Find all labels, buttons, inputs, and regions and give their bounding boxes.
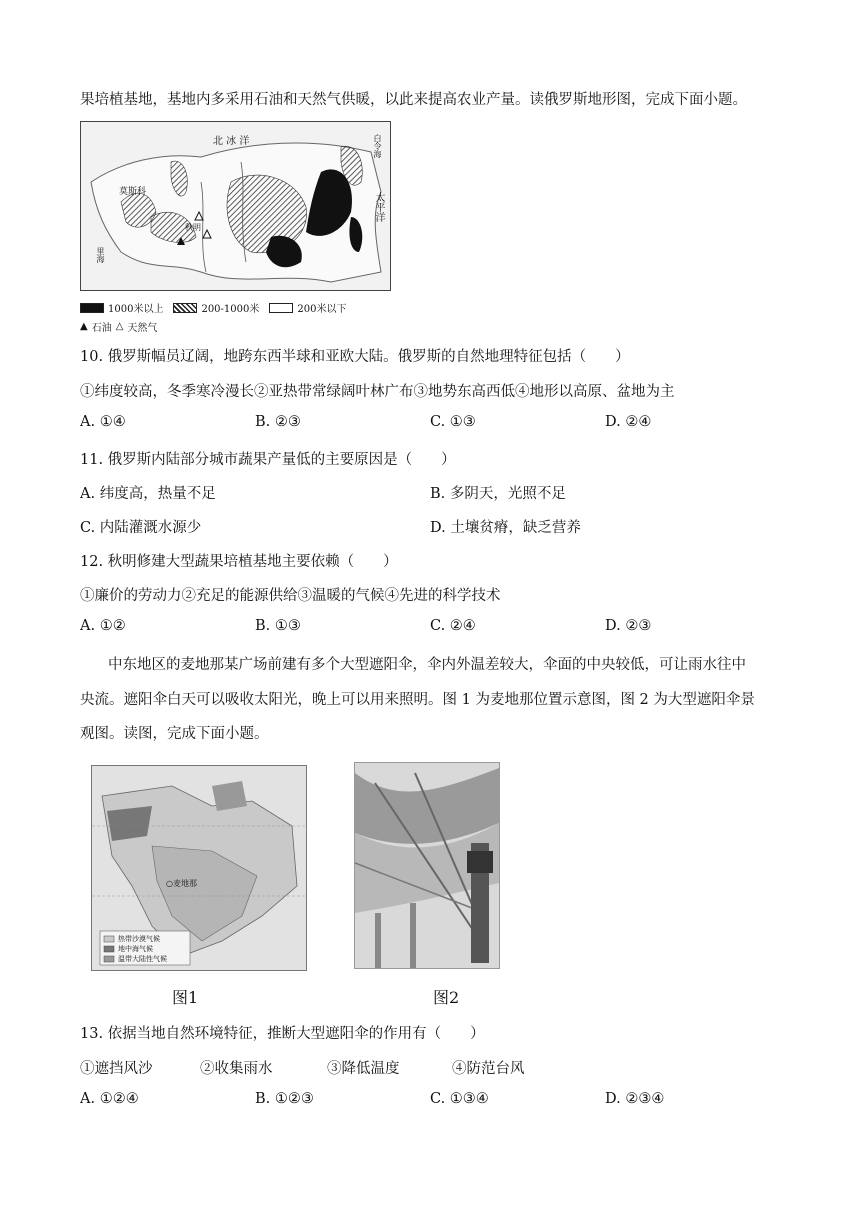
medina-label: ○麦地那 [166,879,197,888]
q13-statement-3: ③降低温度 [327,1061,400,1077]
q11-stem: 11. 俄罗斯内陆部分城市蔬果产量低的主要原因是（ ） [80,452,456,468]
fig1-legend-2: 地中海气候 [118,945,153,953]
legend-mid: 200-1000米 [201,304,260,315]
russia-map-legend [80,300,346,315]
legend-above1000: 1000米以上 [108,304,164,315]
q10-option-a[interactable]: A. ①④ [80,414,126,430]
q12-option-d[interactable]: D. ②③ [605,618,652,634]
q13-option-b[interactable]: B. ①②③ [255,1091,314,1107]
passage2-line1: 中东地区的麦地那某广场前建有多个大型遮阳伞，伞内外温差较大，伞面的中央较低，可让雨水往中 [108,657,746,673]
passage2-line3: 观图。读图，完成下面小题。 [80,726,269,742]
label-bering: 白令海 [373,134,382,158]
q13-option-c[interactable]: C. ①③④ [430,1091,489,1107]
label-qiuming: 秋明 [185,223,201,232]
gas-icon: △ [115,321,124,332]
q10-stem: 10. 俄罗斯幅员辽阔，地跨东西半球和亚欧大陆。俄罗斯的自然地理特征包括（ ） [80,349,630,365]
q13-stem: 13. 依据当地自然环境特征，推断大型遮阳伞的作用有（ ） [80,1026,485,1042]
q12-option-a[interactable]: A. ①② [80,618,126,634]
q11-option-b[interactable]: B. 多阴天，光照不足 [430,486,566,502]
label-arctic: 北 冰 洋 [213,136,250,147]
q13-option-a[interactable]: A. ①②④ [80,1091,139,1107]
intro-text: 果培植基地，基地内多采用石油和天然气供暖，以此来提高农业产量。读俄罗斯地形图，完成下面小题。 [80,92,747,108]
swatch-above1000 [80,303,104,313]
q13-statement-2: ②收集雨水 [200,1061,273,1077]
label-caspian: 里海 [96,247,105,263]
russia-terrain-map [80,121,391,291]
q10-option-c[interactable]: C. ①③ [430,414,476,430]
q10-option-b[interactable]: B. ②③ [255,414,301,430]
q12-stem: 12. 秋明修建大型蔬果培植基地主要依赖（ ） [80,554,398,570]
russia-map-graphic [81,122,390,290]
oil-icon: ▲ [80,321,88,332]
q12-option-c[interactable]: C. ②④ [430,618,476,634]
legend-oil: 石油 [91,323,112,334]
q13-statement-4: ④防范台风 [452,1061,525,1077]
fig1-caption: 图1 [172,988,199,1007]
medina-location-map [91,765,307,971]
passage2-line2: 央流。遮阳伞白天可以吸收太阳光，晚上可以用来照明。图 1 为麦地那位置示意图，图 2 为大型遮阳伞景 [80,692,755,708]
resource-legend [80,319,157,334]
umbrella-photo [354,762,500,969]
q11-option-d[interactable]: D. 土壤贫瘠，缺乏营养 [430,520,581,536]
q12-option-b[interactable]: B. ①③ [255,618,301,634]
legend-gas: 天然气 [127,323,158,334]
fig1-legend-1: 热带沙漠气候 [118,935,160,943]
q10-option-d[interactable]: D. ②④ [605,414,652,430]
q11-option-a[interactable]: A. 纬度高，热量不足 [80,486,216,502]
label-pacific: 太平洋 [373,192,384,222]
q13-option-d[interactable]: D. ②③④ [605,1091,665,1107]
swatch-mid [173,303,197,313]
label-moscow: 莫斯科 [119,187,147,197]
swatch-below200 [269,303,293,313]
umbrella-graphic [355,763,499,968]
fig1-legend-3: 温带大陆性气候 [118,955,167,963]
q11-option-c[interactable]: C. 内陆灌溉水源少 [80,520,202,536]
legend-below200: 200米以下 [297,304,347,315]
q13-statement-1: ①遮挡风沙 [80,1061,153,1077]
q10-statements: ①纬度较高，冬季寒冷漫长②亚热带常绿阔叶林广布③地势东高西低④地形以高原、盆地为主 [80,384,675,400]
q12-statements: ①廉价的劳动力②充足的能源供给③温暖的气候④先进的科学技术 [80,588,501,604]
fig2-caption: 图2 [433,988,460,1007]
